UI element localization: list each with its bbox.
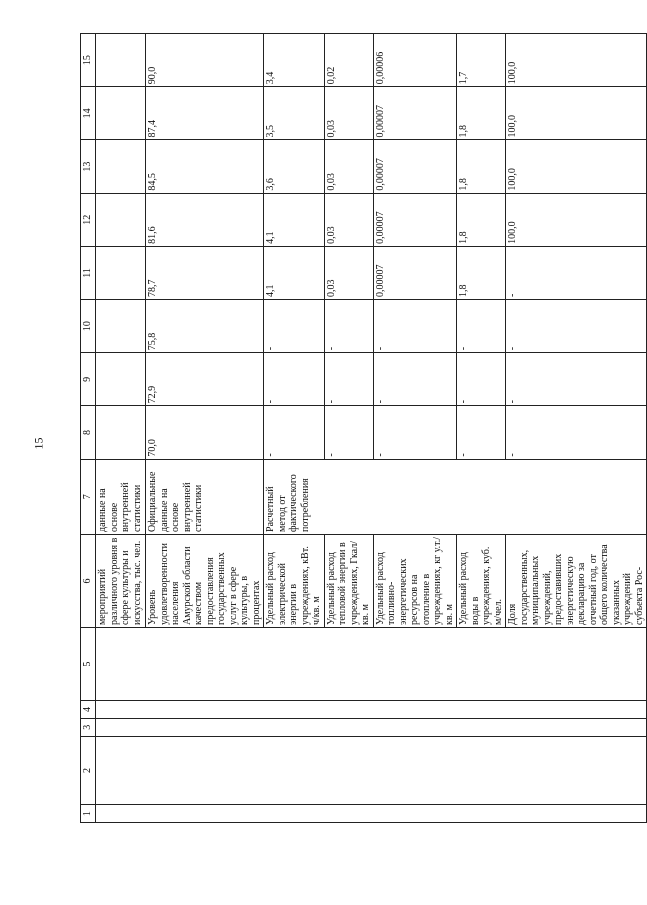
calc-method: Официальные данные на основе внутренней статистики	[146, 459, 264, 534]
value-cell: 100,0	[506, 140, 647, 193]
value-cell: 1,8	[457, 87, 506, 140]
value-cell: 100,0	[506, 193, 647, 246]
value-cell: -	[264, 300, 325, 353]
value-cell: 4,1	[264, 193, 325, 246]
value-cell: -	[506, 406, 647, 459]
value-cell: 1,8	[457, 246, 506, 299]
value-cell: -	[373, 353, 457, 406]
value-cell: 0,00007	[373, 87, 457, 140]
value-cell	[96, 406, 146, 459]
indicator-name: Удельный расход электрической энергии в учреждениях, кВт. ч/кв. м	[264, 534, 325, 627]
value-cell: -	[324, 300, 373, 353]
value-cell: 3,5	[264, 87, 325, 140]
col-header: 6	[81, 534, 96, 627]
col-header: 12	[81, 193, 96, 246]
value-cell: 70,0	[146, 406, 264, 459]
value-cell: 3,4	[264, 34, 325, 87]
value-cell: -	[373, 406, 457, 459]
value-cell: -	[506, 300, 647, 353]
col-header: 5	[81, 628, 96, 701]
cell-empty	[96, 736, 647, 805]
col-header: 8	[81, 406, 96, 459]
col-header: 11	[81, 246, 96, 299]
value-cell: 0,03	[324, 246, 373, 299]
value-cell	[96, 246, 146, 299]
page-number: 15	[31, 437, 46, 450]
col-header: 7	[81, 459, 96, 534]
indicator-name: Доля государственных, муниципальных учреждений, предоставивших энергетическую декларацию за отчетный год, от общего количества указанных учреждений субъекта Рос-	[506, 534, 647, 627]
value-cell: 0,00007	[373, 246, 457, 299]
indicator-name: мероприятий различного уровня в сфере культуры и искусства, тыс. чел.	[96, 534, 146, 627]
col-header: 10	[81, 300, 96, 353]
col-header: 14	[81, 87, 96, 140]
indicator-name: Удельный расход топливно-энергетических ресурсов на отопление в учреждениях, кг у.т./кв. м	[373, 534, 457, 627]
value-cell	[96, 353, 146, 406]
value-cell: 75,8	[146, 300, 264, 353]
value-cell: -	[264, 353, 325, 406]
value-cell: -	[373, 300, 457, 353]
col-header: 9	[81, 353, 96, 406]
value-cell	[96, 193, 146, 246]
cell-empty	[96, 701, 647, 719]
value-cell: 100,0	[506, 87, 647, 140]
value-cell: 0,00006	[373, 34, 457, 87]
value-cell: -	[457, 406, 506, 459]
value-cell: -	[457, 300, 506, 353]
col-header: 2	[81, 736, 96, 805]
indicator-name: Удельный расход воды в учреждениях, куб. м/чел.	[457, 534, 506, 627]
value-cell: 1,7	[457, 34, 506, 87]
value-cell: -	[324, 353, 373, 406]
value-cell: 0,03	[324, 87, 373, 140]
calc-method: Расчетный метод от фактического потребления	[264, 459, 647, 534]
value-cell	[96, 300, 146, 353]
cell-empty	[96, 718, 647, 736]
value-cell: 90,0	[146, 34, 264, 87]
cell-empty	[96, 628, 647, 701]
value-cell: 100,0	[506, 34, 647, 87]
value-cell: 0,02	[324, 34, 373, 87]
value-cell: -	[506, 246, 647, 299]
table-row	[96, 34, 146, 823]
col-header: 13	[81, 140, 96, 193]
value-cell: 0,00007	[373, 140, 457, 193]
col-header: 1	[81, 805, 96, 823]
value-cell: 0,03	[324, 193, 373, 246]
value-cell: 0,00007	[373, 193, 457, 246]
col-header: 15	[81, 34, 96, 87]
value-cell: 1,8	[457, 193, 506, 246]
col-header: 4	[81, 701, 96, 719]
rotated-table-wrapper	[80, 33, 645, 823]
indicator-name: Удельный расход тепловой энергии в учреждениях, Гкал/кв. м	[324, 534, 373, 627]
cell-empty	[96, 805, 647, 823]
indicators-table	[80, 33, 647, 823]
value-cell	[96, 34, 146, 87]
value-cell	[96, 140, 146, 193]
value-cell: 72,9	[146, 353, 264, 406]
value-cell: -	[264, 406, 325, 459]
value-cell: 81,6	[146, 193, 264, 246]
value-cell: 84,5	[146, 140, 264, 193]
value-cell: 78,7	[146, 246, 264, 299]
value-cell: 3,6	[264, 140, 325, 193]
column-number-row	[81, 34, 96, 823]
value-cell: 4,1	[264, 246, 325, 299]
value-cell: 1,8	[457, 140, 506, 193]
calc-method: данные на основе внутренней статистики	[96, 459, 146, 534]
value-cell: 0,03	[324, 140, 373, 193]
col-header: 3	[81, 718, 96, 736]
value-cell: 87,4	[146, 87, 264, 140]
value-cell	[96, 87, 146, 140]
value-cell: -	[457, 353, 506, 406]
value-cell: -	[324, 406, 373, 459]
indicator-name: Уровень удовлетворенности населения Амурской области качеством предоставления государственных услуг в сфере культуры, в процентах	[146, 534, 264, 627]
value-cell: -	[506, 353, 647, 406]
